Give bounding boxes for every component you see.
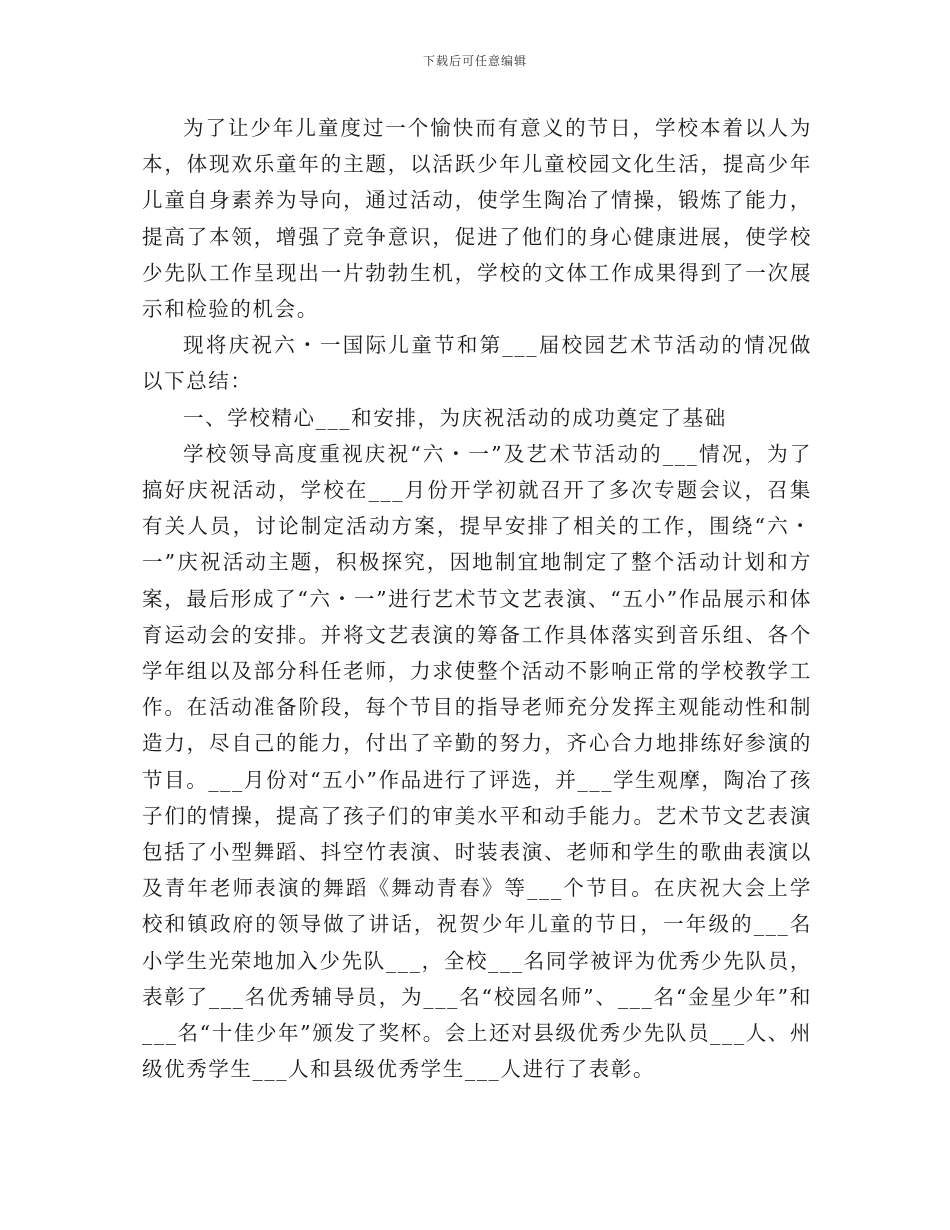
section-heading-1: 一、学校精心___和安排，为庆祝活动的成功奠定了基础 xyxy=(183,405,727,430)
paragraph-intro: 为了让少年儿童度过一个愉快而有意义的节日，学校本着以人为本，体现欢乐童年的主题，以活跃少年儿童校园文化生活，提高少年儿童自身素养为导向，通过活动，使学生陶冶了情操，锻炼了能力，提高了本领，增强了竞争意识，促进了他们的身心健康进展，使学校少先队工作呈现出一片勃勃生机，学校的文体工作成果得到了一次展示和检验的机会。 xyxy=(142,116,812,322)
paragraph-section-1-body: 学校领导高度重视庆祝“六・一”及艺术节活动的___情况，为了搞好庆祝活动，学校在___月份开学初就召开了多次专题会议，召集有关人员，讨论制定活动方案，提早安排了相关的工作，围绕“六・一”庆祝活动主题，积极探究，因地制宜地制定了整个活动计划和方案，最后形成了“六・一”进行艺术节文艺表演、“五小”作品展示和体育运动会的安排。并将文艺表演的筹备工作具体落实到音乐组、各个学年组以及部分科任老师，力求使整个活动不影响正常的学校教学工作。在活动准备阶段，每个节目的指导老师充分发挥主观能动性和制造力，尽自己的能力，付出了辛勤的努力，齐心合力地排练好参演的节目。___月份对“五小”作品进行了评选，并___学生观摩，陶冶了孩子们的情操，提高了孩子们的审美水平和动手能力。艺术节文艺表演包括了小型舞蹈、抖空竹表演、时装表演、老师和学生的歌曲表演以及青年老师表演的舞蹈《舞动青春》等___个节目。在庆祝大会上学校和镇政府的领导做了讲话，祝贺少年儿童的节日，一年级的___名小学生光荣地加入少先队___，全校___名同学被评为优秀少先队员，表彰了___名优秀辅导员，为___名“校园名师”、___名“金星少年”和___名“十佳少年”颁发了奖杯。会上还对县级优秀少先队员___人、州级优秀学生___人和县级优秀学生___人进行了表彰。 xyxy=(142,441,812,1082)
paragraph-summary-lead: 现将庆祝六・一国际儿童节和第___届校园艺术节活动的情况做以下总结： xyxy=(142,333,812,394)
header-note: 下载后可任意编辑 xyxy=(422,54,527,68)
document-body xyxy=(142,110,812,1087)
